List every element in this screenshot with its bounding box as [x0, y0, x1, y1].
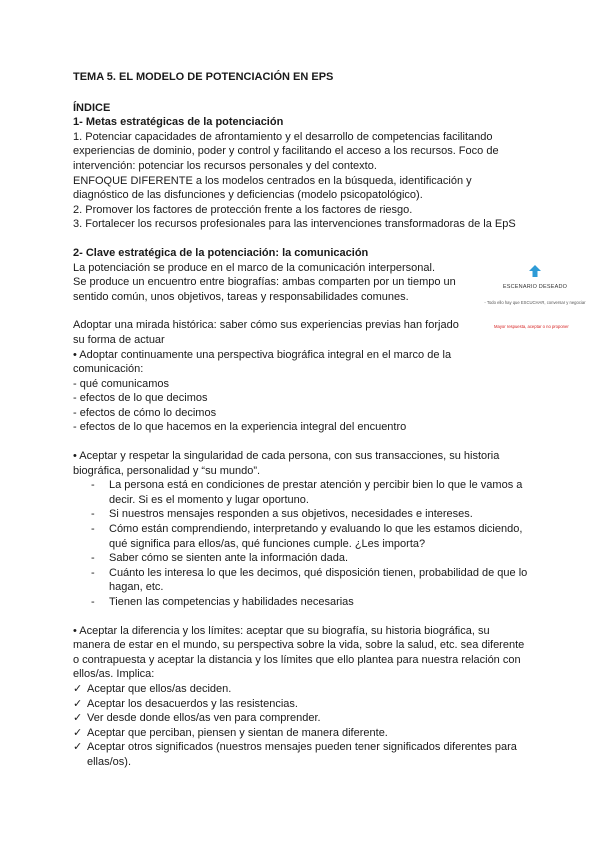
sidebar-note [470, 264, 600, 329]
difference-intro-line: o contrapuesta y aceptar la distancia y los límites que ello plantea para nuestra relación con [73, 653, 521, 666]
historic-line: - efectos de lo que decimos [73, 392, 208, 405]
difference-intro-line: • Aceptar la diferencia y los límites: aceptar que su biografía, su historia biográfica, su [73, 624, 490, 637]
historic-line: - efectos de cómo lo decimos [73, 406, 217, 419]
section2-intro-line: sentido común, unos objetivos, tareas y responsabilidades comunes. [73, 290, 409, 303]
check-icon: ✓ [73, 712, 83, 725]
check-icon: ✓ [73, 741, 83, 754]
check-icon: ✓ [73, 726, 83, 739]
check-item [73, 697, 543, 712]
section1-line: 2. Promover los factores de protección frente a los factores de riesgo. [73, 203, 413, 216]
historic-line: su forma de actuar [73, 333, 165, 346]
list-item: - Si nuestros mensajes responden a sus objetivos, necesidades e intereses. [73, 507, 543, 522]
scenario-note: - Todo ello hay que ESCUCHAR, conversar y negociar [484, 300, 586, 305]
check-text: Aceptar que perciban, piensen y sientan de manera diferente. [87, 726, 388, 739]
singularity-intro-line: • Aceptar y respetar la singularidad de cada persona, con sus transacciones, su historia [73, 450, 500, 463]
check-icon: ✓ [73, 682, 83, 695]
historic-line: comunicación: [73, 363, 144, 376]
section1-line: 3. Fortalecer los recursos profesionales para las intervenciones transformadoras de la EpS [73, 218, 516, 231]
section1-line: ENFOQUE DIFERENTE a los modelos centrados en la búsqueda, identificación y [73, 174, 472, 187]
difference-intro-line: ellos/as. Implica: [73, 668, 155, 681]
index-heading: ÍNDICE [73, 101, 111, 114]
singularity-list [73, 478, 543, 609]
section1-heading: 1- Metas estratégicas de la potenciación [73, 116, 284, 129]
singularity-intro-line: biográfica, personalidad y “su mundo”. [73, 464, 261, 477]
check-item [73, 682, 543, 697]
difference-intro-line: manera de estar en el mundo, su perspectiva sobre la vida, sobre la salud, etc. sea diferente [73, 639, 525, 652]
historic-line: - efectos de lo que hacemos en la experiencia integral del encuentro [73, 421, 407, 434]
section2-intro-line: Se produce un encuentro entre biografías: ambas comparten por un tiempo un [73, 276, 456, 289]
list-item: - Tienen las competencias y habilidades necesarias [73, 595, 543, 610]
section1-line: intervención: potenciar los recursos personales y del contexto. [73, 159, 377, 172]
check-item [73, 711, 543, 726]
check-text: Aceptar los desacuerdos y las resistencias. [87, 697, 298, 710]
document-page [73, 70, 543, 770]
list-item: - Cuánto les interesa lo que les decimos, qué disposición tienen, probabilidad de que lo hagan, etc. [73, 566, 543, 595]
check-icon: ✓ [73, 697, 83, 710]
check-item [73, 740, 543, 769]
section2-heading: 2- Clave estratégica de la potenciación: la comunicación [73, 246, 369, 259]
historic-line: • Adoptar continuamente una perspectiva biográfica integral en el marco de la [73, 348, 452, 361]
list-item: - Saber cómo se sienten ante la información dada. [73, 551, 543, 566]
historic-line: - qué comunicamos [73, 377, 169, 390]
list-item: - Cómo están comprendiendo, interpretando y evaluando lo que les estamos diciendo, qué significa para ellos/as, qué funciones cumple. ¿Les importa? [73, 522, 543, 551]
scenario-label: ESCENARIO DESEADO [502, 284, 568, 290]
checks-list [73, 682, 543, 770]
section2-intro-line: La potenciación se produce en el marco de la comunicación interpersonal. [73, 261, 435, 274]
section1-line: experiencias de dominio, poder y control y facilitando el acceso a los recursos. Foco de [73, 145, 499, 158]
section1-line: 1. Potenciar capacidades de afrontamiento y el desarrollo de competencias facilitando [73, 130, 493, 143]
check-text: Aceptar que ellos/as deciden. [87, 682, 232, 695]
page-title: TEMA 5. EL MODELO DE POTENCIACIÓN EN EPS [73, 71, 334, 83]
arrow-up-icon [528, 264, 542, 278]
check-item [73, 726, 543, 741]
scenario-red-note: Mayor respuesta, aceptar o no proponer [494, 323, 569, 329]
check-text: Aceptar otros significados (nuestros mensajes pueden tener significados diferentes para ellas/os). [87, 741, 517, 768]
check-text: Ver desde donde ellos/as ven para comprender. [87, 712, 321, 725]
section1-line: diagnóstico de las disfunciones y deficiencias (modelo psicopatológico). [73, 189, 423, 202]
list-item: - La persona está en condiciones de prestar atención y percibir bien lo que le vamos a decir. Si es el momento y lugar oportuno. [73, 478, 543, 507]
historic-line: Adoptar una mirada histórica: saber cómo sus experiencias previas han forjado [73, 319, 459, 332]
